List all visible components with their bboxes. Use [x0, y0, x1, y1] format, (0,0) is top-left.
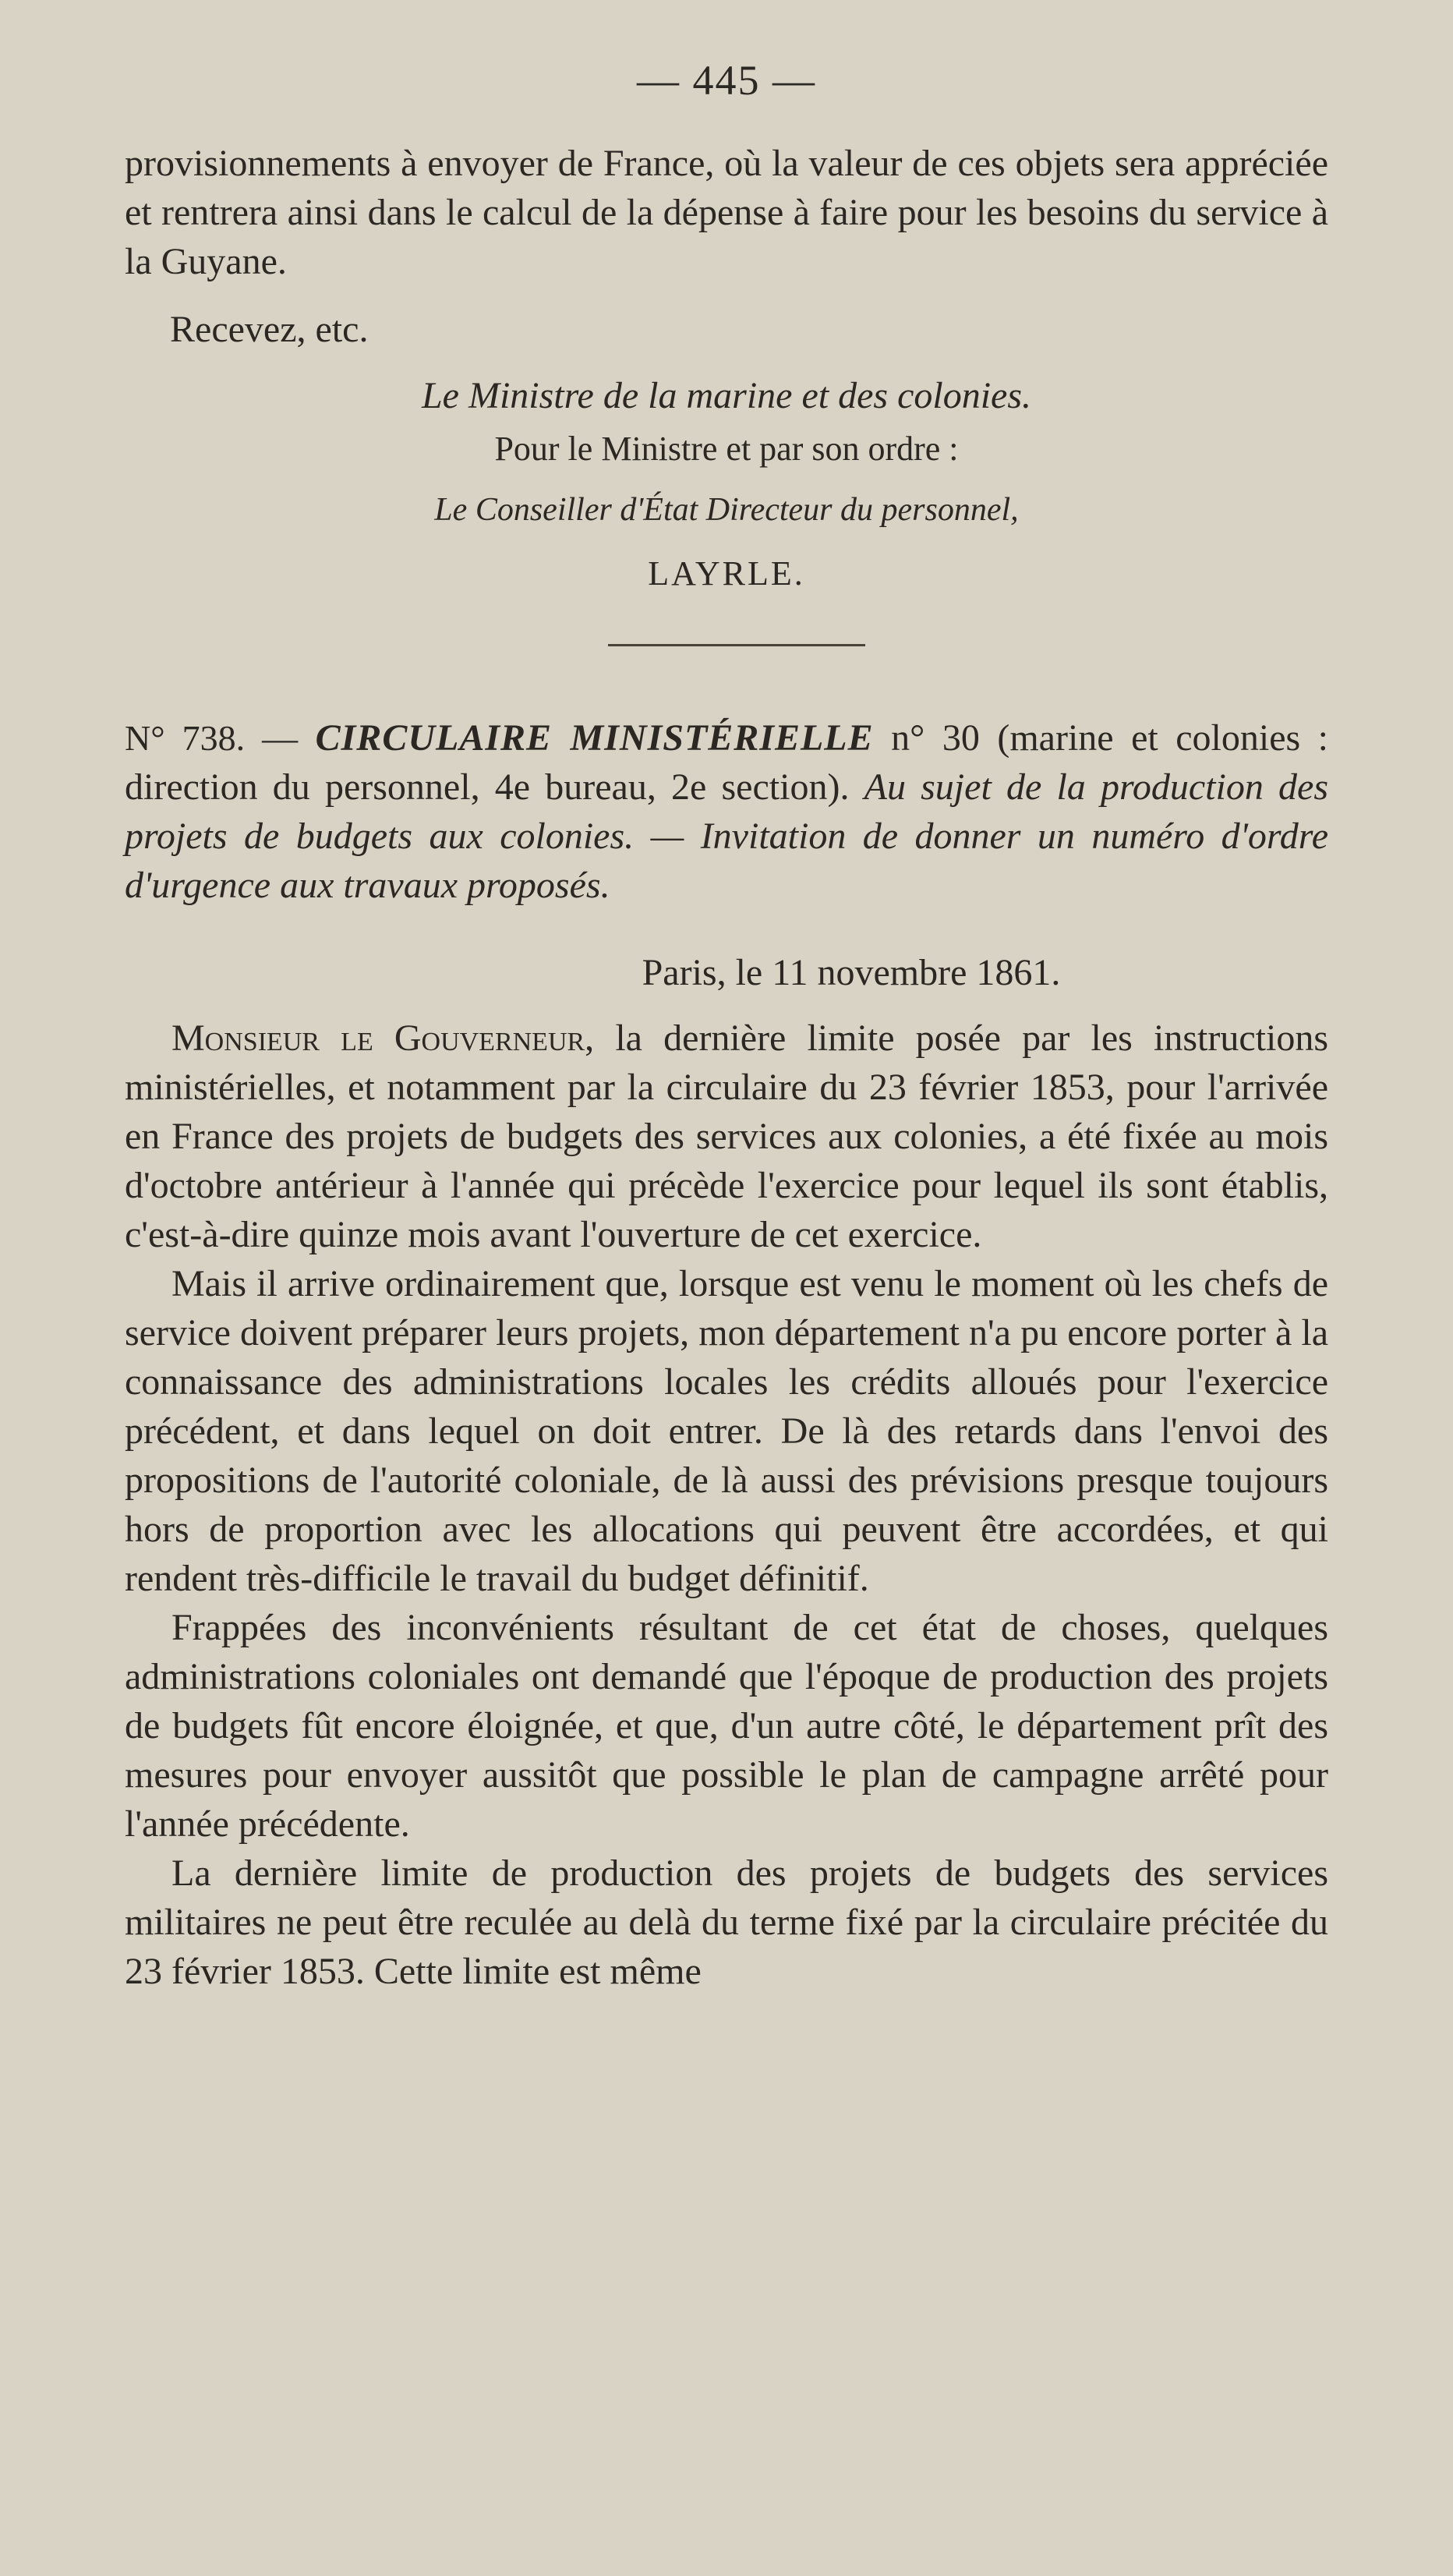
paragraph-1-text: la dernière limite posée par les instructions ministérielles, et notamment par la circulaire du 23 février 1853, pour l'arrivée en France des projets de budgets des services aux colonies, a été fixée au mois d'octobre antérieur à l'année qui précède l'exercice pour lequel ils sont établis, c'est-à-dire quinze mois avant l'ouverture de cet exercice. — [125, 1017, 1328, 1255]
section-divider — [608, 644, 865, 646]
dateline: Paris, le 11 novembre 1861. — [642, 952, 1061, 993]
paragraph-4: La dernière limite de production des projets de budgets des services militaires ne peut être reculée au delà du terme fixé par la circulaire précitée du 23 février 1853. Cette limite est même — [125, 1852, 1328, 1992]
paragraph-1 — [125, 1014, 1328, 1259]
circular-title: CIRCULAIRE MINISTÉRIELLE — [315, 717, 874, 759]
paragraph-2: Mais il arrive ordinairement que, lorsque est venu le moment où les chefs de service doivent préparer leurs projets, mon département n'a pu encore porter à la connaissance des administrations locales les crédits alloués pour l'exercice précédent, et dans lequel on doit entrer. De là des retards dans l'envoi des propositions de l'autorité coloniale, de là aussi des prévisions presque toujours hors de proportion avec les allocations qui peuvent être accordées, et qui rendent très-difficile le travail du budget définitif. — [125, 1263, 1328, 1599]
salutation: Monsieur le Gouverneur, — [171, 1017, 595, 1059]
circular-heading — [125, 713, 1328, 910]
circular-number: N° 738. — — [125, 718, 299, 758]
signature-name: LAYRLE. — [648, 554, 805, 593]
circular-details: n° 30 (marine et colonies : direction du personnel, 4e bureau, 2e section). — [125, 717, 1329, 808]
signature-minister: Le Ministre de la marine et des colonies. — [421, 375, 1032, 416]
page-number: — 445 — — [637, 57, 816, 104]
signature-order: Pour le Ministre et par son ordre : — [494, 430, 959, 468]
signature-councillor: Le Conseiller d'État Directeur du personnel, — [434, 492, 1019, 528]
continuation-paragraph — [125, 139, 1328, 286]
circular-body — [125, 1014, 1328, 1996]
paragraph-3: Frappées des inconvénients résultant de cet état de choses, quelques administrations coloniales ont demandé que l'époque de production des projets de budgets fût encore éloignée, et que, d'un autre côté, le département prît des mesures pour envoyer aussitôt que possible le plan de campagne arrêté pour l'année précédente. — [125, 1607, 1328, 1845]
circular-subject: Au sujet de la production des projets de budgets aux colonies. — Invitation de donner un numéro d'ordre d'urgence aux travaux proposés. — [125, 766, 1328, 906]
continuation-text: provisionnements à envoyer de France, où la valeur de ces objets sera appréciée et rentrera ainsi dans le calcul de la dépense à faire pour les besoins du service à la Guyane. — [125, 143, 1328, 282]
closing-formula: Recevez, etc. — [170, 309, 369, 350]
